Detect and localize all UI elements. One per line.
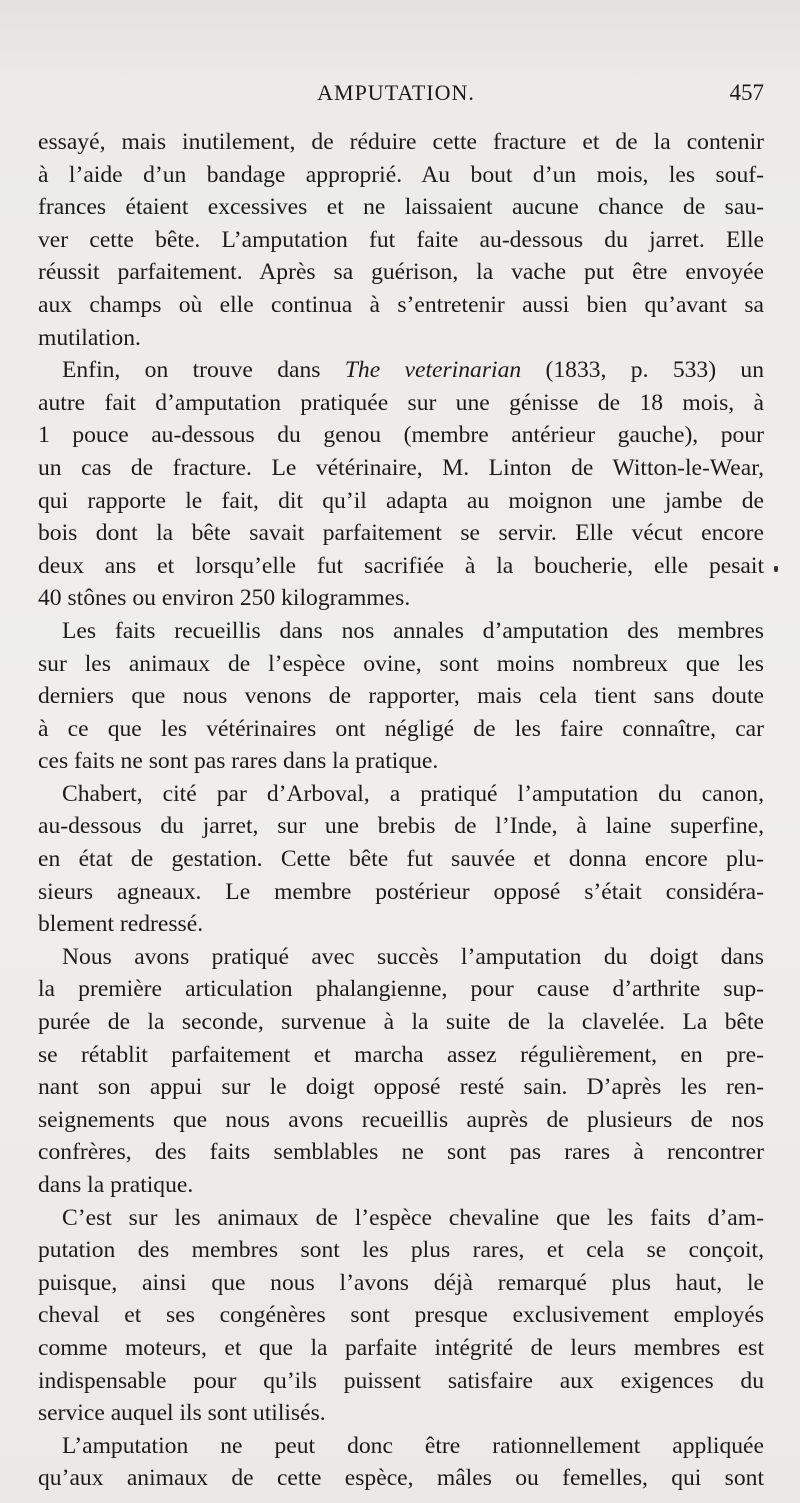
text-line: sieurs agneaux. Le membre postérieur opposé s’était considéra- <box>38 878 764 905</box>
text-line: 1 pouce au-dessous du genou (membre antérieur gauche), pour <box>38 422 764 449</box>
running-title: AMPUTATION. <box>317 80 475 105</box>
ink-speck <box>774 566 778 572</box>
text-line: comme moteurs, et que la parfaite intégrité de leurs membres est <box>38 1334 764 1361</box>
text-fragment: (1833, p. 533) un <box>521 357 765 384</box>
text-line: blement redressé. <box>38 911 204 938</box>
text-line: au-dessous du jarret, sur une brebis de l’Inde, à laine superfine, <box>38 813 764 840</box>
text-line: frances étaient excessives et ne laissaient aucune chance de sau- <box>38 194 764 221</box>
text-line: L’amputation ne peut donc être rationnellement appliquée <box>62 1432 764 1459</box>
text-line: Chabert, cité par d’Arboval, a pratiqué l’amputation du canon, <box>62 780 764 807</box>
page-number: 457 <box>729 80 764 105</box>
text-line: un cas de fracture. Le vétérinaire, M. Linton de Witton-le-Wear, <box>38 454 764 481</box>
text-line: autre fait d’amputation pratiquée sur une génisse de 18 mois, à <box>38 389 764 416</box>
text-line: derniers que nous venons de rapporter, mais cela tient sans doute <box>38 683 764 710</box>
text-line: qu’aux animaux de cette espèce, mâles ou femelles, qui sont <box>38 1465 764 1492</box>
body-text <box>38 126 764 1495</box>
text-line: putation des membres sont les plus rares, et cela se conçoit, <box>38 1237 764 1264</box>
text-line: cheval et ses congénères sont presque exclusivement employés <box>38 1302 764 1329</box>
text-line: puisque, ainsi que nous l’avons déjà remarqué plus haut, le <box>38 1269 764 1296</box>
text-line: à ce que les vétérinaires ont négligé de les faire connaître, car <box>38 715 764 742</box>
text-line: se rétablit parfaitement et marcha assez régulièrement, en pre- <box>38 1041 764 1068</box>
text-line: purée de la seconde, survenue à la suite de la clavelée. La bête <box>38 1009 764 1036</box>
text-line: nant son appui sur le doigt opposé resté sain. D’après les ren- <box>38 1074 764 1101</box>
journal-title: The veterinarian <box>344 357 522 384</box>
text-line: la première articulation phalangienne, pour cause d’arthrite sup- <box>38 976 764 1003</box>
text-line: sur les animaux de l’espèce ovine, sont moins nombreux que les <box>38 650 764 677</box>
text-line: 40 stônes ou environ 250 kilogrammes. <box>38 585 411 612</box>
text-line: ver cette bête. L’amputation fut faite au-dessous du jarret. Elle <box>38 226 764 253</box>
text-line: essayé, mais inutilement, de réduire cette fracture et de la contenir <box>38 129 764 155</box>
text-line: en état de gestation. Cette bête fut sauvée et donna encore plu- <box>38 846 764 873</box>
text-line: deux ans et lorsqu’elle fut sacrifiée à la boucherie, elle pesait <box>38 552 764 579</box>
text-line: indispensable pour qu’ils puissent satisfaire aux exigences du <box>38 1367 764 1394</box>
text-line: Nous avons pratiqué avec succès l’amputation du doigt dans <box>62 943 764 970</box>
text-line <box>38 354 764 387</box>
text-line: dans la pratique. <box>38 1172 194 1198</box>
text-line: qui rapporte le fait, dit qu’il adapta au moignon une jambe de <box>38 487 764 514</box>
text-line: Les faits recueillis dans nos annales d’amputation des membres <box>62 617 764 644</box>
text-line: ces faits ne sont pas rares dans la pratique. <box>38 748 439 775</box>
text-line: seignements que nous avons recueillis auprès de plusieurs de nos <box>38 1106 764 1133</box>
page-header <box>28 78 764 112</box>
text-line: service auquel ils sont utilisés. <box>38 1400 326 1427</box>
text-line: bois dont la bête savait parfaitement se servir. Elle vécut encore <box>38 520 764 547</box>
text-fragment: Enfin, on trouve dans <box>62 357 345 384</box>
text-line: C’est sur les animaux de l’espèce chevaline que les faits d’am- <box>62 1204 764 1231</box>
text-line: à l’aide d’un bandage approprié. Au bout d’un mois, les souf- <box>38 161 764 188</box>
text-line: réussit parfaitement. Après sa guérison, la vache put être envoyée <box>38 259 764 286</box>
text-line: aux champs où elle continua à s’entretenir aussi bien qu’avant sa <box>38 291 764 318</box>
text-line: confrères, des faits semblables ne sont pas rares à rencontrer <box>38 1139 764 1166</box>
text-line: mutilation. <box>38 324 141 351</box>
